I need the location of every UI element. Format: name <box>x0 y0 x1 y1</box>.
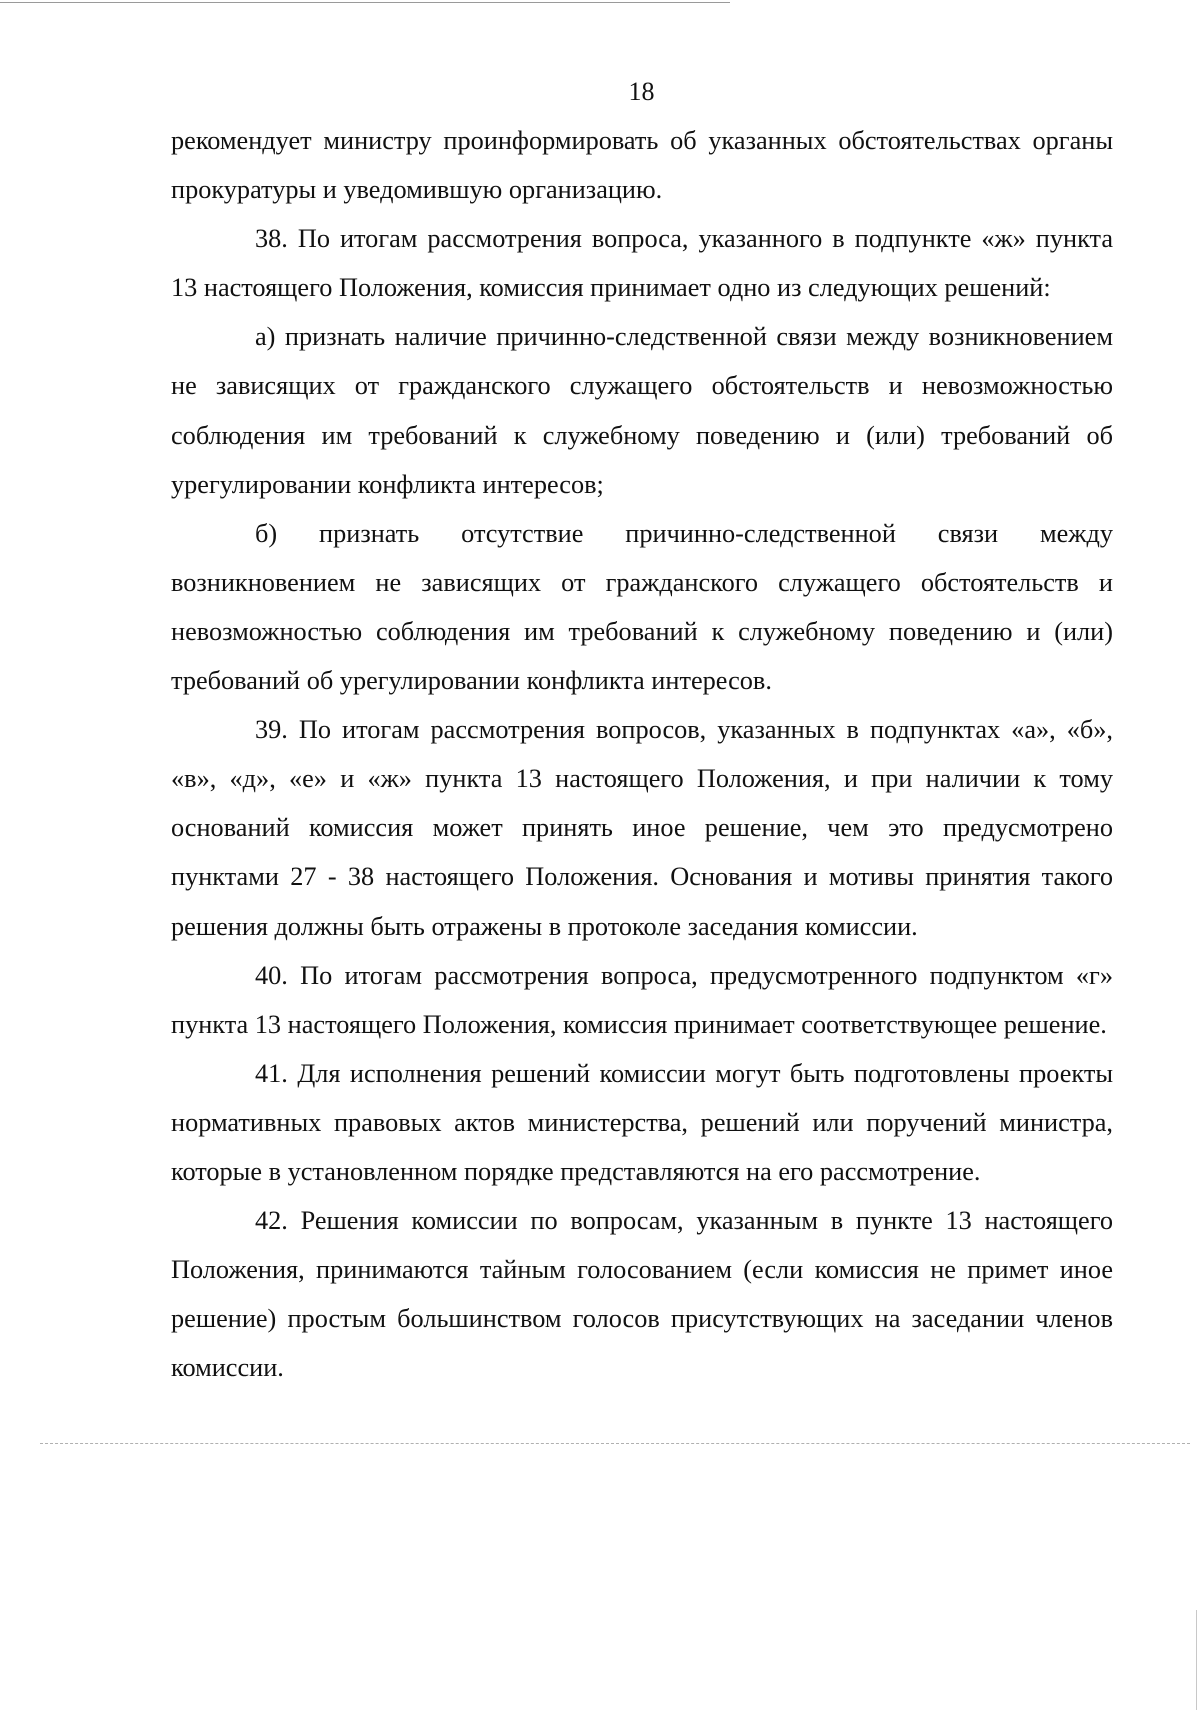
scan-artifact-edge-line <box>1196 1610 1197 1710</box>
paragraph-subitem-a: а) признать наличие причинно-следственной связи между возникновением не зависящих от гражданского служащего обстоятельств и невозможностью соблюдения им требований к служебному поведению и (или) требований об урегулировании конфликта интересов; <box>171 322 1113 499</box>
paragraph-item-41: 41. Для исполнения решений комиссии могут быть подготовлены проекты нормативных правовых актов министерства, решений или поручений министра, которые в установленном порядке представляются на его рассмотрение. <box>171 1058 1113 1186</box>
scan-artifact-top-line <box>0 2 730 3</box>
paragraph-item-39: 39. По итогам рассмотрения вопросов, указанных в подпунктах «а», «б», «в», «д», «е» и «ж» пункта 13 настоящего Положения, и при наличии к тому оснований комиссия может принять иное решение, чем это предусмотрено пунктами 27 - 38 настоящего Положения. Основания и мотивы принятия такого решения должны быть отражены в протоколе заседания комиссии. <box>171 715 1113 941</box>
document-body <box>171 116 1113 1392</box>
paragraph-item-38: 38. По итогам рассмотрения вопроса, указанного в подпункте «ж» пункта 13 настоящего Положения, комиссия принимает одно из следующих решений: <box>171 224 1113 303</box>
paragraph-item-42: 42. Решения комиссии по вопросам, указанным в пункте 13 настоящего Положения, принимаются тайным голосованием (если комиссия не примет иное решение) простым большинством голосов присутствующих на заседании членов комиссии. <box>171 1206 1113 1383</box>
page-number: 18 <box>628 77 655 106</box>
paragraph-subitem-b: б) признать отсутствие причинно-следственной связи между возникновением не зависящих от гражданского служащего обстоятельств и невозможностью соблюдения им требований к служебному поведению и (или) требований об урегулировании конфликта интересов. <box>171 518 1113 696</box>
paragraph-continuation: рекомендует министру проинформировать об указанных обстоятельствах органы прокуратуры и уведомившую организацию. <box>171 126 1113 205</box>
scan-artifact-fold-line <box>40 1443 1190 1444</box>
paragraph-item-40: 40. По итогам рассмотрения вопроса, предусмотренного подпунктом «г» пункта 13 настоящего Положения, комиссия принимает соответствующее решение. <box>171 960 1113 1039</box>
